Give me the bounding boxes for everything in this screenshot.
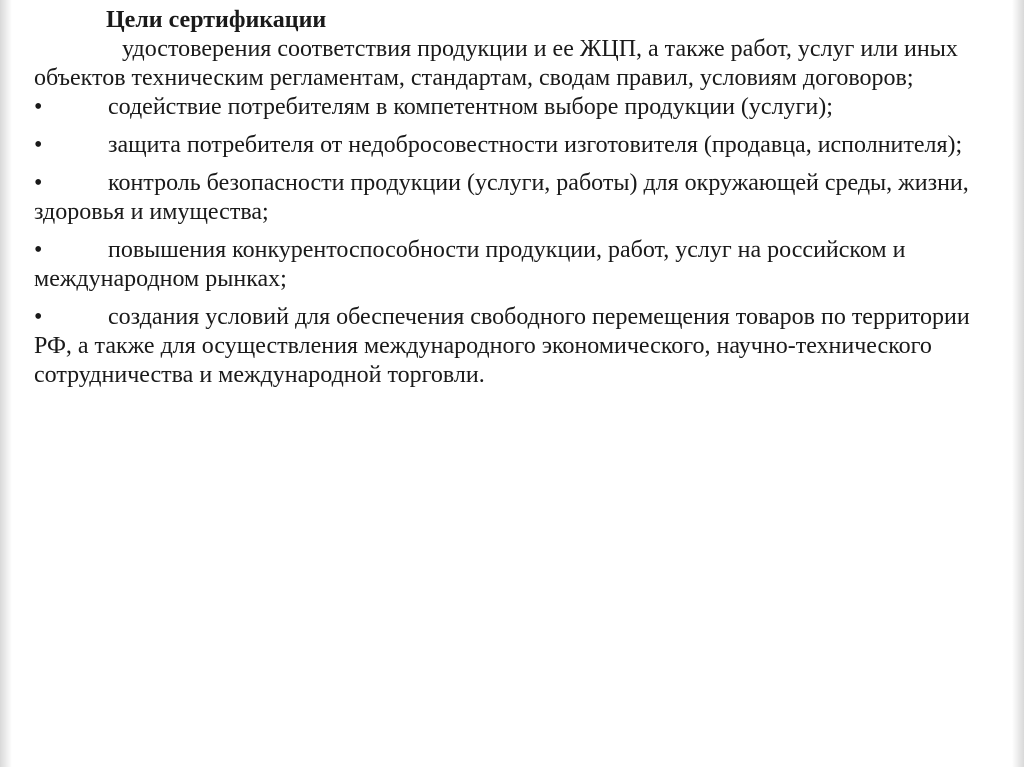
list-item-text: содействие потребителям в компетентном выборе продукции (услуги);	[108, 94, 833, 120]
list-item	[34, 93, 994, 122]
bullet-marker: •	[34, 304, 43, 330]
slide-title: Цели сертификации	[106, 7, 327, 33]
list-item-text: контроль безопасности продукции (услуги, работы) для окружающей среды, жизни, здоровья и имущества;	[34, 170, 969, 225]
list-item-text: создания условий для обеспечения свободного перемещения товаров по территории РФ, а также для осуществления международного экономического, научно-технического сотрудничества и международной торговли.	[34, 304, 970, 388]
list-item-text: повышения конкурентоспособности продукции, работ, услуг на российском и международном рынках;	[34, 237, 906, 292]
goals-list	[34, 93, 994, 390]
bullet-marker: •	[34, 132, 43, 158]
bullet-marker: •	[34, 94, 43, 120]
bullet-marker: •	[34, 170, 43, 196]
right-edge-shadow	[1012, 0, 1024, 767]
list-item	[34, 169, 994, 227]
intro-paragraph: удостоверения соответствия продукции и ее ЖЦП, а также работ, услуг или иных объектов техническим регламентам, стандартам, сводам правил, условиям договоров;	[34, 36, 958, 91]
left-edge-shadow	[0, 0, 12, 767]
slide-content	[34, 6, 994, 399]
list-item	[34, 236, 994, 294]
list-item	[34, 303, 994, 390]
list-item	[34, 131, 994, 160]
bullet-marker: •	[34, 237, 43, 263]
list-item-text: защита потребителя от недобросовестности изготовителя (продавца, исполнителя);	[108, 132, 963, 158]
